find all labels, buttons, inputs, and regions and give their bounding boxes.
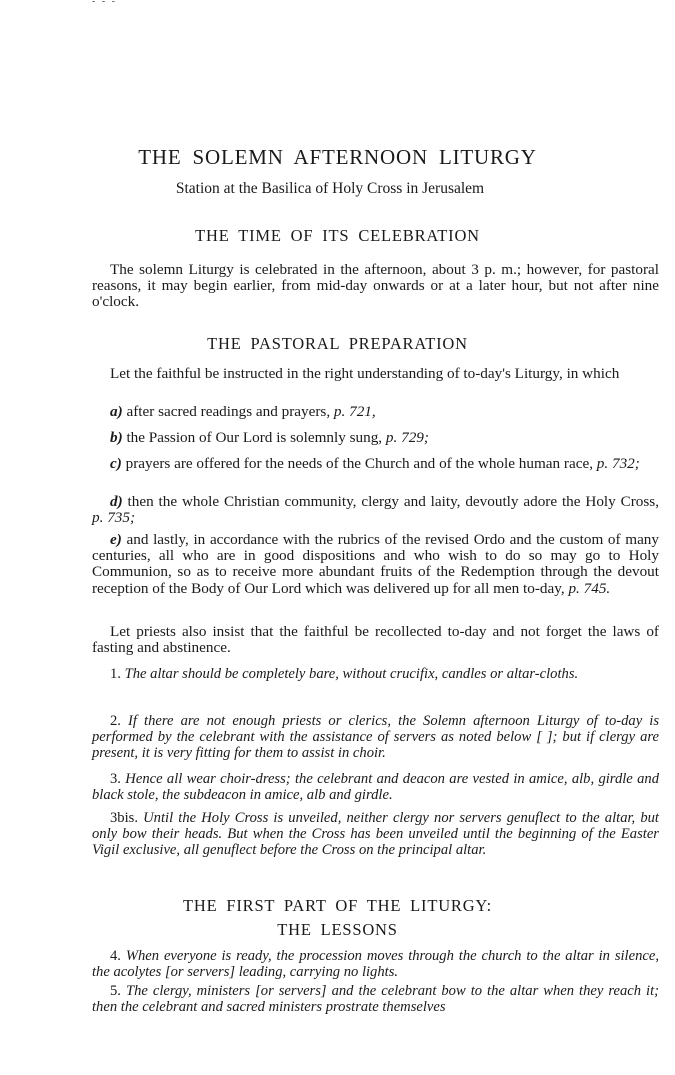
rubric-text: Hence all wear choir-dress; the celebrant and deacon are vested in amice, alb, girdle and black stole, the subdeacon in amice, alb and girdle.: [92, 771, 659, 803]
rubric-1: [92, 666, 659, 682]
rubric-number: 2.: [110, 713, 121, 729]
item-text: after sacred readings and prayers,: [126, 403, 331, 420]
rubric-text: If there are not enough priests or clerics, the Solemn afternoon Liturgy of to-day is performed by the celebrant with the assistance of servers as noted below [ ]; but if clergy are present, it is very fitting for them to assist in choir.: [92, 713, 659, 761]
item-text: and lastly, in accordance with the rubrics of the revised Ordo and the custom of many centuries, all who are in good dispositions and who wish to do so may go to Holy Communion, so as to receive more abundant fruits of the Redemption through the devout reception of the Body of Our Lord which was delivered up for all men to-day,: [92, 531, 659, 597]
rubric-3bis: [92, 810, 659, 858]
page-ref: p. 745.: [568, 579, 611, 597]
page-ref: p. 735;: [92, 509, 136, 527]
item-label: c): [110, 455, 122, 472]
section-heading-time: THE TIME OF ITS CELEBRATION: [195, 226, 480, 245]
item-label: a): [110, 403, 123, 420]
rubric-text: Until the Holy Cross is unveiled, neither clergy nor servers genuflect to the altar, but only bow their heads. But when the Cross has been unveiled until the beginning of the Easter Vigil exclusive, all genuflect before the Cross on the principal altar.: [92, 810, 659, 858]
page-ref: p. 721,: [333, 403, 376, 420]
rubric-4: [92, 948, 659, 980]
rubric-number: 3bis.: [110, 810, 138, 826]
rubric-2: [92, 713, 659, 761]
rubric-text: The altar should be completely bare, without crucifix, candles or altar-cloths.: [124, 666, 579, 682]
item-label: d): [110, 493, 123, 510]
rubric-text: When everyone is ready, the procession moves through the church to the altar in silence, the acolytes [or servers] leading, carrying no lights.: [92, 948, 659, 980]
item-text: then the whole Christian community, clergy and laity, devoutly adore the Holy Cross,: [127, 493, 660, 510]
rubric-number: 3.: [110, 771, 121, 787]
section-heading-lessons: THE LESSONS: [277, 920, 398, 939]
list-item-a: [92, 404, 659, 420]
item-label: b): [110, 429, 123, 446]
section-heading-first-part: THE FIRST PART OF THE LITURGY:: [182, 896, 493, 915]
list-item-b: [92, 430, 659, 446]
rubric-5: [92, 983, 659, 1015]
item-text: prayers are offered for the needs of the Church and of the whole human race,: [125, 455, 593, 472]
page-title: THE SOLEMN AFTERNOON LITURGY: [138, 145, 537, 169]
section-heading-preparation: THE PASTORAL PREPARATION: [207, 334, 468, 353]
item-text: the Passion of Our Lord is solemnly sung,: [126, 429, 383, 446]
rubric-number: 5.: [110, 983, 121, 999]
page-ref: p. 732;: [596, 455, 640, 472]
rubric-3: [92, 771, 659, 803]
rubric-number: 1.: [110, 666, 121, 682]
corner-mark: - - -: [92, 0, 117, 7]
item-label: e): [110, 531, 122, 548]
preparation-intro: Let the faithful be instructed in the right understanding of to-day's Liturgy, in which: [110, 365, 620, 382]
page-ref: p. 729;: [385, 429, 429, 446]
list-item-d: [92, 494, 659, 526]
list-item-c: [92, 456, 659, 472]
list-item-e: [92, 532, 659, 597]
rubric-number: 4.: [110, 948, 121, 964]
priests-paragraph: Let priests also insist that the faithful be recollected to-day and not forget the laws of fasting and abstinence.: [92, 623, 659, 657]
rubric-text: The clergy, ministers [or servers] and the celebrant bow to the altar when they reach it; then the celebrant and sacred ministers prostrate themselves: [92, 983, 659, 1015]
time-paragraph: The solemn Liturgy is celebrated in the afternoon, about 3 p. m.; however, for pastoral reasons, it may begin earlier, from mid-day onwards or at a later hour, but not after nine o'clock.: [92, 261, 659, 311]
page-subtitle: Station at the Basilica of Holy Cross in Jerusalem: [175, 180, 485, 197]
